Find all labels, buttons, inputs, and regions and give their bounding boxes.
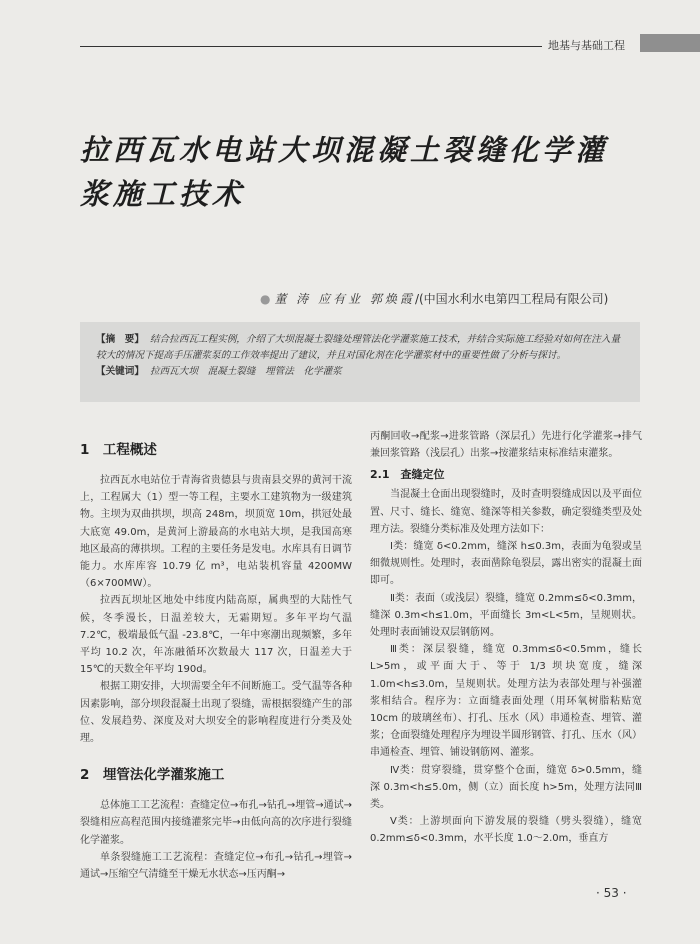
- page-number: · 53 ·: [596, 886, 627, 900]
- right-column: [370, 428, 642, 848]
- abstract-label: 【摘 要】: [96, 334, 144, 345]
- paragraph-overview-3: 根据工期安排，大坝需要全年不间断施工。受气温等各种因素影响，部分坝段混凝土出现了裂缝，需根据裂缝产生的部位、发展趋势、深度及对大坝安全的影响程度进行分类及处理。: [80, 681, 352, 745]
- paragraph-overview-2: 拉西瓦坝址区地处中纬度内陆高原，属典型的大陆性气候，冬季漫长，日温差较大，无霜期短。多年平均气温 7.2℃，极端最低气温 -23.8℃，一年中寒潮出现频繁，多年平均 10.2 次，年冻融循环次数最大 117 次，日温差大于 15℃的天数全年平均 190d。: [80, 595, 352, 676]
- keywords-label: 【关键词】: [96, 366, 144, 377]
- paragraph-crack-class-2: Ⅱ类：表面（或浅层）裂缝，缝宽 0.2mm≤δ<0.3mm，缝深 0.3m<h≤1.0m，平面缝长 3m<L<5m，呈规则状。处理时表面铺设双层钢筋网。: [370, 592, 642, 639]
- header-tab-block: [640, 34, 700, 52]
- bullet-icon: ●: [260, 292, 271, 306]
- author-line: [260, 290, 650, 307]
- keywords-line: [96, 364, 624, 380]
- paragraph-crack-class-4: Ⅳ类：贯穿裂缝，贯穿整个仓面，缝宽 δ>0.5mm，缝深 0.3m<h≤5.0m，侧（立）面长度 h>5m，处理方法同Ⅲ类。: [370, 764, 642, 811]
- header-section-label: 地基与基础工程: [548, 39, 625, 52]
- author-affiliation: /(中国水利水电第四工程局有限公司): [414, 292, 609, 306]
- abstract-text: 结合拉西瓦工程实例，介绍了大坝混凝土裂缝处理管法化学灌浆施工技术，并结合实际施工经验对如何在注入量较大的情况下提高手压灌浆泵的工作效率提出了建议，并且对国化剂在化学灌浆材中的重要性做了分析与探讨。: [96, 334, 621, 361]
- paragraph-crack-class-1: Ⅰ类：缝宽 δ<0.2mm，缝深 h≤0.3m，表面为龟裂或呈细微规则性。处理时，表面凿除龟裂层，露出密实的混凝土面即可。: [370, 541, 642, 587]
- header-rule: [80, 46, 542, 47]
- section-heading-2: 2 埋管法化学灌浆施工: [80, 767, 225, 784]
- abstract-box: [80, 322, 640, 402]
- section-heading-1: 1 工程概述: [80, 442, 157, 458]
- left-column: [80, 428, 352, 883]
- paragraph-crack-class-3: Ⅲ类：深层裂缝，缝宽 0.3mm≤δ<0.5mm，缝长 L>5m，或平面大于、等于 1/3 坝块宽度，缝深 1.0m<h≤3.0m，呈规则状。处理方法为表部处理与补强灌浆相结合。程序为：立面缝表面处理（用环氧树脂粘贴宽 10cm 的玻璃丝布）、打孔、压水（风）串通检查、埋管、灌浆；仓面裂缝处理程序为埋设半圆形钢管、打孔、压水（风）串通检查、埋管、铺设钢筋网、灌浆。: [370, 644, 642, 759]
- paragraph-crack-intro: 当混凝土仓面出现裂缝时，及时查明裂缝成因以及平面位置、尺寸、缝长、缝宽、缝深等相关参数，确定裂缝类型及处理方法。裂缝分类标准及处理方法如下：: [370, 489, 642, 535]
- abstract-paragraph: [96, 332, 624, 364]
- keywords-text: 拉西瓦大坝 混凝土裂缝 埋管法 化学灌浆: [149, 366, 342, 377]
- paragraph-crack-class-5: Ⅴ类：上游坝面向下游发展的裂缝（劈头裂缝），缝宽 0.2mm≤δ<0.3mm，水平长度 1.0～2.0m，垂直方: [370, 816, 642, 845]
- paragraph-process-continued: 丙酮回收→配浆→进浆管路（深层孔）先进行化学灌浆→排气兼回浆管路（浅层孔）出浆→按灌浆结束标准结束灌浆。: [370, 431, 642, 460]
- author-names: 董 涛 应有业 郭焕霞: [274, 292, 415, 306]
- paragraph-process-2: 单条裂缝施工工艺流程：查缝定位→布孔→钻孔→埋管→通试→压缩空气清缝至干燥无水状态→压丙酮→: [80, 851, 352, 881]
- subsection-heading-2-1: 2.1 查缝定位: [370, 468, 445, 482]
- paragraph-overview-1: 拉西瓦水电站位于青海省贵德县与贵南县交界的黄河干流上，工程属大（1）型一等工程，主要水工建筑物为一级建筑物。主坝为双曲拱坝，坝高 248m，坝顶宽 10m，拱冠处最大底宽 49.0m，是黄河上游最高的水电站大坝，是我国高寒地区最高的薄拱坝。工程的主要任务是发电。水库具有日调节能力。水库库容 10.79 亿 m³，电站装机容量 4200MW（6×700MW）。: [80, 475, 352, 590]
- article-title: 拉西瓦水电站大坝混凝土裂缝化学灌浆施工技术: [80, 133, 609, 211]
- paragraph-process-1: 总体施工工艺流程：查缝定位→布孔→钻孔→埋管→通试→裂缝相应高程范围内接缝灌浆完毕→由低向高的次序进行裂缝化学灌浆。: [80, 800, 352, 846]
